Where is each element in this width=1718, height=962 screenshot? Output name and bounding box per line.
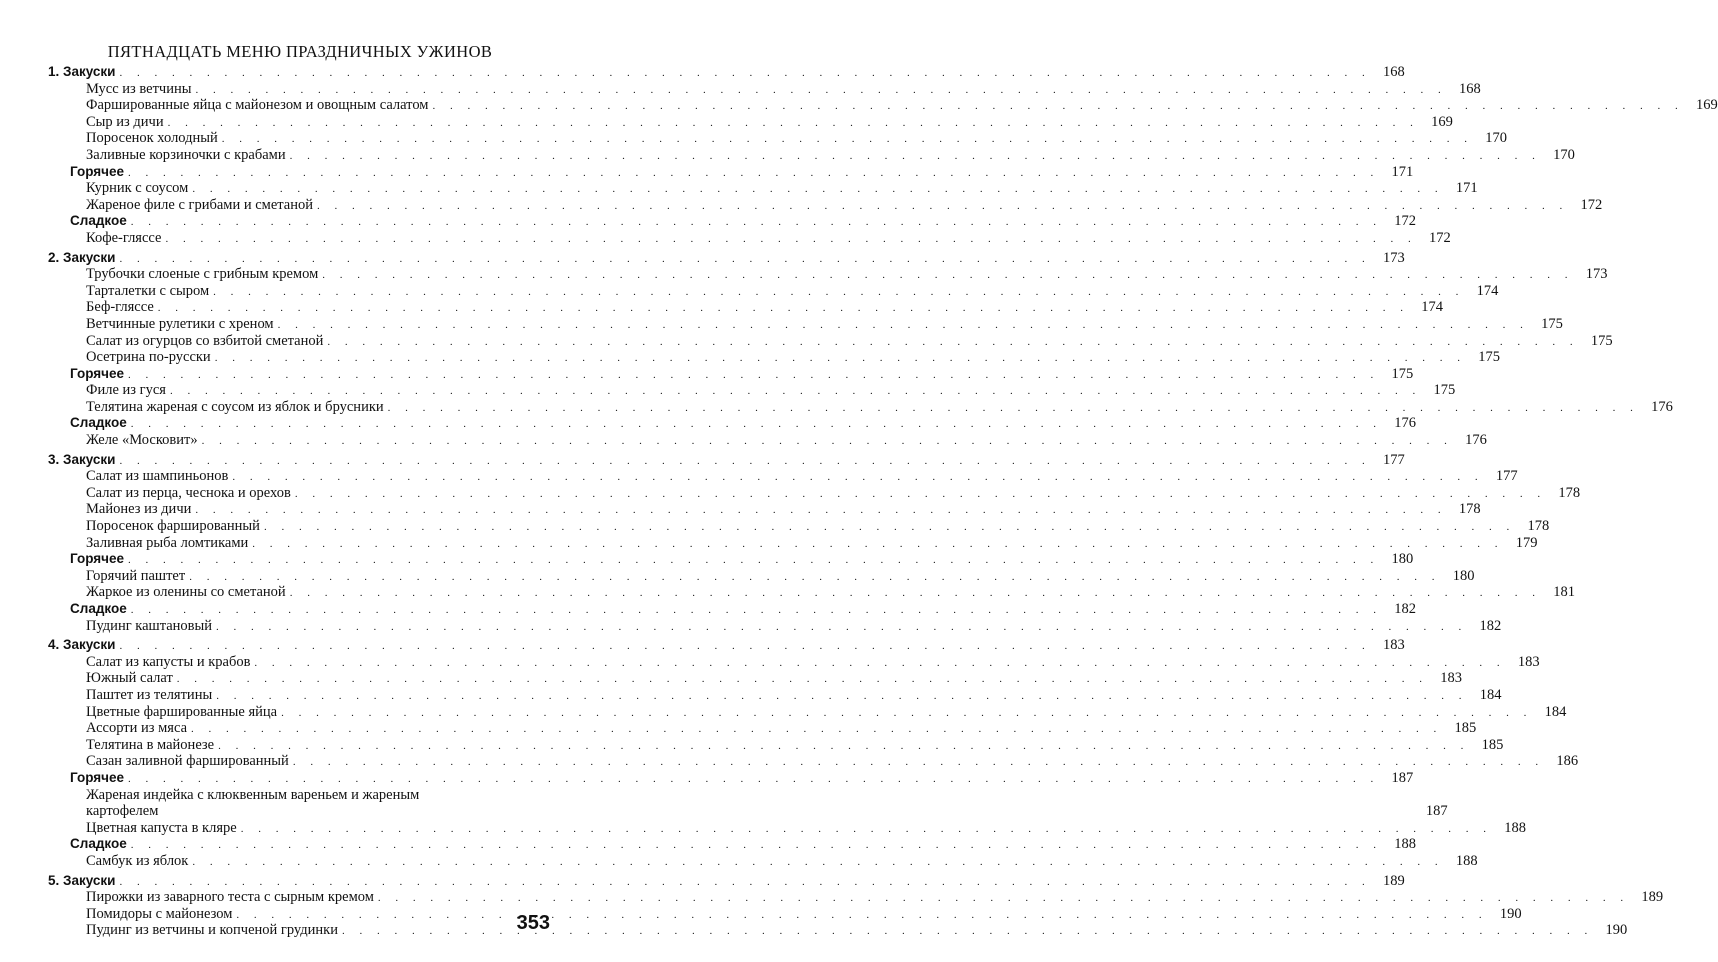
entry-title: Заливные корзиночки с крабами [86,146,286,163]
entry-page-number: 189 [1382,872,1405,889]
entry-title: Трубочки слоеные с грибным кремом [86,266,319,283]
entry-title: Сладкое [70,415,127,431]
entry-page-number: 178 [1527,518,1550,535]
dot-leader [128,367,1379,384]
dot-leader [290,148,1541,165]
entry-page-number: 169 [1431,113,1453,130]
menu-item [48,501,1481,518]
entry-page-number: 183 [1382,637,1405,654]
entry-title: Горячее [70,769,125,785]
entry-page-number: 178 [1458,501,1481,518]
entry-page-number: 172 [1580,196,1603,213]
entry-title: 5. Закуски [48,872,116,888]
entry-title: Горячее [70,163,125,179]
menu-item [48,703,1567,721]
dot-leader [295,486,1546,503]
menu-heading [48,872,1405,890]
dot-leader [192,854,1443,871]
dot-leader [189,569,1440,586]
entry-title: Цветная капуста в кляре [86,819,237,836]
menu-item [48,819,1526,837]
dot-leader [216,688,1467,705]
entry-page-number: 188 [1504,819,1526,836]
entry-title: Курник с соусом [86,180,189,197]
menu-item [48,282,1499,300]
entry-page-number: 171 [1391,163,1414,180]
dot-leader [432,98,1683,115]
entry-page-number: 180 [1452,567,1475,584]
entry-page-number: 176 [1394,415,1416,432]
entry-page-number: 176 [1465,432,1487,449]
entry-title: Пудинг каштановый [86,617,213,634]
entry-title: Телятина в майонезе [86,736,215,753]
menu-item [48,146,1575,164]
entry-title: Ветчинные рулетики с хреном [86,315,274,332]
dot-leader [254,655,1505,672]
menu-item [48,97,1718,114]
entry-page-number: 190 [1499,905,1522,922]
course-heading [48,415,1416,432]
dot-leader [131,416,1382,433]
entry-title: картофелем [86,803,159,820]
dot-leader [232,469,1483,486]
menu-item [48,130,1508,147]
dot-leader [278,317,1529,334]
dot-leader [170,383,1421,400]
entry-title: Тарталетки с сыром [86,282,210,299]
dot-leader [241,821,1492,838]
course-heading [48,769,1414,787]
entry-title: Салат из капусты и крабов [86,653,251,670]
entry-page-number: 187 [1425,803,1448,820]
menu-item [48,567,1475,585]
menu-heading [48,637,1405,654]
dot-leader [327,334,1578,351]
entry-title: 4. Закуски [48,637,116,653]
course-heading [48,163,1414,181]
menu-item [48,382,1456,399]
entry-title: Жареное филе с грибами и сметаной [86,196,313,213]
entry-title: Филе из гуся [86,382,166,399]
entry-title: Заливная рыба ломтиками [86,534,249,551]
menu-item [48,686,1502,704]
entry-title: Мусс из ветчины [86,80,192,97]
entry-title: Поросенок фаршированный [86,518,260,535]
entry-page-number: 176 [1651,398,1673,415]
entry-title: Помидоры с майонезом [86,905,233,922]
entry-page-number: 172 [1394,213,1416,230]
menu-item [48,670,1463,687]
dot-leader [213,284,1464,301]
entry-title: Осетрина по-русски [86,349,211,366]
entry-title: 3. Закуски [48,451,116,467]
entry-page-number: 180 [1391,551,1414,568]
menu-item [48,229,1451,247]
menu-item [48,432,1487,449]
entry-page-number: 189 [1641,889,1664,906]
entry-title: Сладкое [70,836,127,852]
entry-page-number: 171 [1455,180,1478,197]
dot-leader [317,198,1568,215]
menu-item [48,736,1504,754]
dot-leader [128,165,1379,182]
dot-leader [195,502,1446,519]
entry-title: Горячее [70,551,125,567]
entry-page-number: 181 [1553,584,1575,601]
entry-page-number: 175 [1433,382,1456,399]
dot-leader [388,400,1639,417]
dot-leader [281,705,1532,722]
dot-leader [128,552,1379,569]
entry-page-number: 184 [1479,686,1502,703]
menu-item [48,787,548,804]
entry-page-number: 168 [1458,80,1481,97]
entry-title: Сазан заливной фаршированный [86,753,289,770]
entry-title: Сладкое [70,601,127,616]
dot-leader [293,754,1544,771]
dot-leader [119,874,1370,891]
table-of-contents [48,64,1718,939]
entry-page-number: 188 [1394,836,1416,853]
menu-heading [48,64,1405,81]
course-heading [48,365,1414,383]
dot-leader [222,131,1473,148]
entry-title: Поросенок холодный [86,130,218,147]
entry-title: Горячий паштет [86,567,186,584]
dot-leader [131,602,1382,619]
dot-leader [202,433,1453,450]
menu-item [48,80,1481,98]
dot-leader [158,300,1409,317]
menu-item [48,584,1575,601]
entry-page-number: 173 [1585,266,1608,283]
entry-page-number: 184 [1544,703,1567,720]
entry-title: 1. Закуски [48,64,116,79]
entry-page-number: 182 [1479,617,1502,634]
dot-leader [119,251,1370,268]
entry-title: Салат из шампиньонов [86,468,229,485]
entry-page-number: 177 [1495,468,1518,485]
dot-leader [177,671,1428,688]
entry-title: Желе «Московит» [86,432,198,449]
entry-page-number: 172 [1428,229,1451,246]
entry-page-number: 168 [1382,64,1405,80]
entry-title: Майонез из дичи [86,501,192,518]
menu-heading [48,451,1405,469]
entry-page-number: 183 [1517,653,1540,670]
menu-item [48,266,1608,283]
entry-page-number: 188 [1455,852,1478,869]
entry-page-number: 175 [1478,349,1500,366]
entry-title: Горячее [70,365,125,381]
dot-leader [322,267,1573,284]
entry-title: Кофе-гляссе [86,229,162,246]
dot-leader [192,181,1443,198]
entry-page-number: 179 [1515,534,1538,551]
course-heading [48,836,1416,853]
entry-page-number: 175 [1391,365,1414,382]
menu-item [48,299,1444,316]
entry-page-number: 175 [1541,315,1563,332]
entry-page-number: 177 [1382,451,1405,468]
menu-item [48,720,1477,737]
menu-item [48,653,1540,671]
dot-leader [119,638,1370,655]
dot-leader [216,619,1467,636]
menu-heading [48,249,1405,267]
dot-leader [119,453,1370,470]
course-heading [48,601,1416,618]
menu-item [48,518,1550,535]
menu-item [48,349,1500,366]
entry-title: Цветные фаршированные яйца [86,703,278,720]
entry-page-number: 183 [1440,670,1463,687]
dot-leader [168,115,1419,132]
entry-title: Салат из перца, чеснока и орехов [86,484,291,501]
entry-page-number: 185 [1454,720,1477,737]
dot-leader [119,65,1370,82]
dot-leader [252,536,1503,553]
entry-page-number: 185 [1481,736,1504,753]
entry-title: Пирожки из заварного теста с сырным кремом [86,889,374,906]
dot-leader [165,231,1416,248]
menu-item [48,315,1563,333]
entry-title: 2. Закуски [48,249,116,265]
dot-leader [236,907,1487,924]
entry-page-number: 174 [1476,282,1499,299]
entry-page-number: 182 [1394,601,1416,617]
menu-item [48,113,1453,131]
entry-title: Пудинг из ветчины и копченой грудинки [86,922,338,939]
dot-leader [218,738,1469,755]
menu-item [48,484,1581,502]
menu-item [48,753,1579,770]
entry-title: Сладкое [70,213,127,229]
dot-leader [131,214,1382,231]
entry-title: Телятина жареная с соусом из яблок и брусники [86,398,384,415]
entry-page-number: 173 [1382,249,1405,266]
entry-page-number: 178 [1558,484,1581,501]
entry-page-number: 170 [1553,146,1575,163]
page-number: 353 [516,912,550,934]
entry-page-number: 187 [1391,769,1414,786]
dot-leader [290,585,1541,602]
entry-page-number: 186 [1556,753,1579,770]
menu-item-continuation [48,803,1448,820]
dot-leader [131,837,1382,854]
entry-page-number: 169 [1695,97,1718,114]
dot-leader [191,721,1442,738]
entry-title: Салат из огурцов со взбитой сметаной [86,332,324,349]
entry-title: Жаркое из оленины со сметаной [86,584,286,601]
dot-leader [195,82,1446,99]
entry-title: Ассорти из мяса [86,720,188,737]
menu-item [48,332,1613,350]
course-heading [48,213,1416,230]
menu-item [48,180,1478,197]
dot-leader [128,771,1379,788]
menu-item [48,922,1628,939]
entry-title: Самбук из яблок [86,852,189,869]
page-title: ПЯТНАДЦАТЬ МЕНЮ ПРАЗДНИЧНЫХ УЖИНОВ [107,42,493,61]
entry-title: Сыр из дичи [86,113,164,130]
entry-page-number: 175 [1590,332,1613,349]
dot-leader [215,350,1466,367]
course-heading [48,551,1414,568]
menu-item [48,889,1664,906]
entry-page-number: 170 [1485,130,1508,147]
entry-page-number: 174 [1421,299,1444,316]
menu-item [48,617,1502,635]
entry-title: Паштет из телятины [86,686,213,703]
menu-item [48,852,1478,870]
entry-title: Фаршированные яйца с майонезом и овощным салатом [86,97,429,114]
menu-item [48,534,1538,552]
entry-title: Беф-гляссе [86,299,154,316]
menu-item [48,468,1518,485]
entry-page-number: 190 [1605,922,1628,939]
entry-title: Южный салат [86,670,173,687]
dot-leader [264,519,1515,536]
entry-title: Жареная индейка с клюквенным вареньем и жареным [86,786,420,803]
menu-item [48,196,1603,214]
dot-leader [378,890,1629,907]
menu-item [48,398,1673,416]
